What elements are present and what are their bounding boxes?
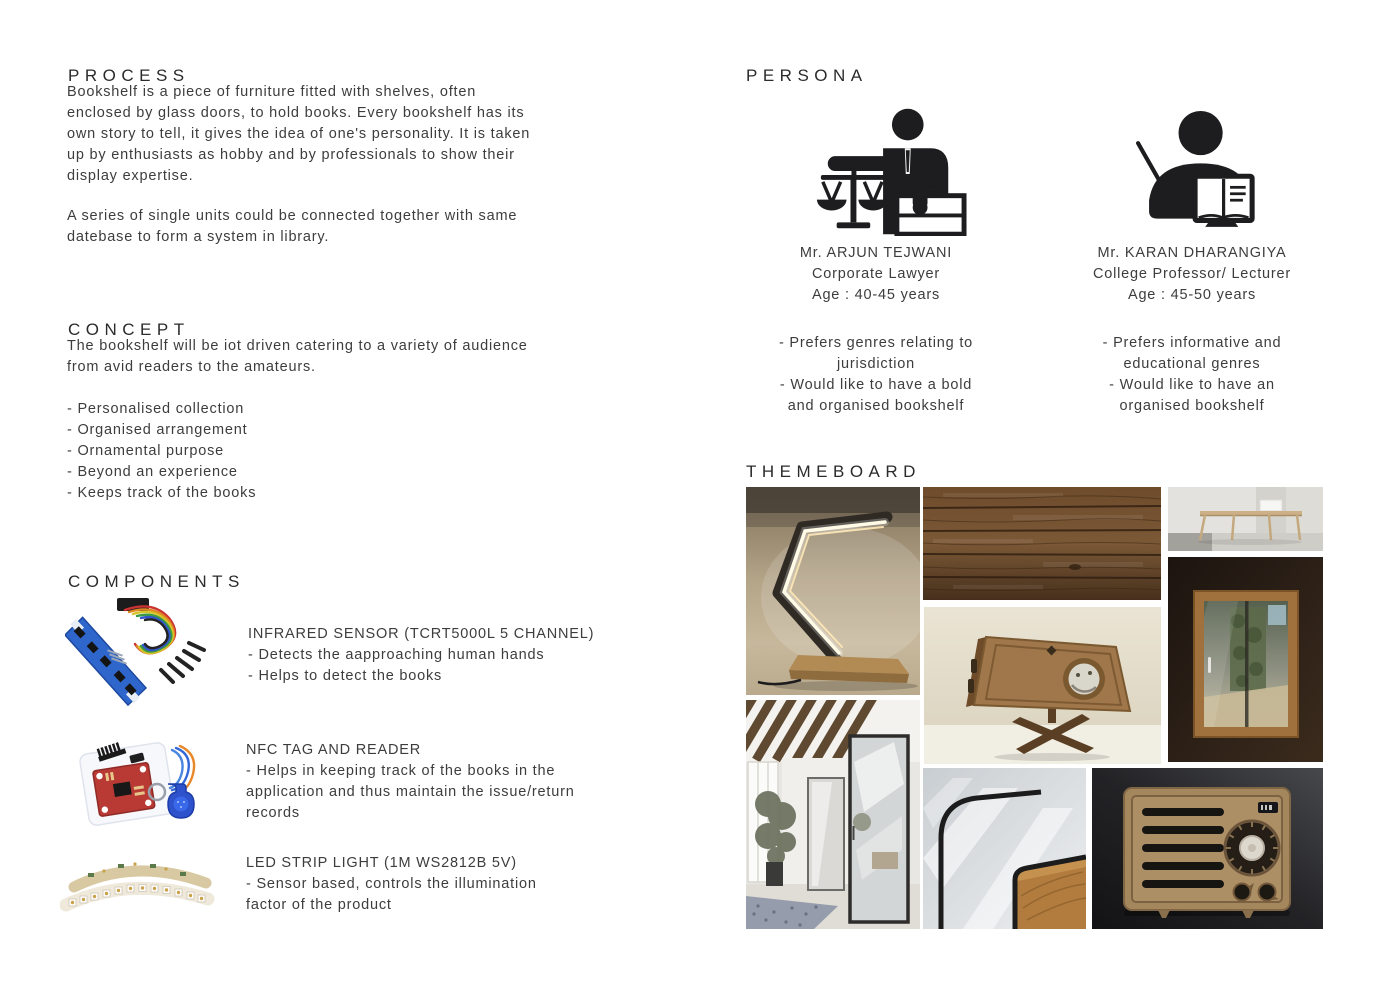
components-heading: COMPONENTS xyxy=(68,572,245,592)
themeboard-image-interior xyxy=(746,700,920,929)
text-line: Bookshelf is a piece of furniture fitted with shelves, often xyxy=(67,84,477,100)
nfc-reader-text xyxy=(246,740,575,824)
infrared-sensor-text xyxy=(248,624,594,687)
text-line: The bookshelf will be iot driven catering to a variety of audience xyxy=(67,338,528,354)
themeboard-image-wood-texture xyxy=(923,487,1161,600)
bullet-item: - Keeps track of the books xyxy=(67,485,257,501)
component-title: LED STRIP LIGHT (1M WS2812B 5V) xyxy=(246,855,517,871)
professor-with-book-icon xyxy=(1127,104,1265,232)
component-line: factor of the product xyxy=(246,897,392,913)
bullet-item: and organised bookshelf xyxy=(787,398,965,414)
concept-heading: CONCEPT xyxy=(68,320,190,340)
text-line: up by enthusiasts as hobby and by professionals to show their xyxy=(67,147,515,163)
themeboard-image-cabinet-door xyxy=(1168,557,1323,762)
text-line: display expertise. xyxy=(67,168,194,184)
lawyer-with-scales-icon xyxy=(810,104,968,236)
bullet-item: - Beyond an experience xyxy=(67,464,238,480)
themeboard-image-bench xyxy=(1168,487,1323,551)
bullet-item: - Would like to have an xyxy=(1109,377,1275,393)
bullet-item: - Prefers informative and xyxy=(1102,335,1282,351)
component-title: NFC TAG AND READER xyxy=(246,742,421,758)
persona-professor-bullets xyxy=(1056,333,1328,417)
bullet-item: jurisdiction xyxy=(836,356,916,372)
process-heading: PROCESS xyxy=(68,66,190,86)
component-line: - Detects the aapproaching human hands xyxy=(248,647,545,663)
component-title: INFRARED SENSOR (TCRT5000L 5 CHANNEL) xyxy=(248,626,595,642)
text-line: from avid readers to the amateurs. xyxy=(67,359,316,375)
persona-professor-info xyxy=(1056,243,1328,306)
themeboard-image-lamp xyxy=(746,487,920,695)
component-line: records xyxy=(246,805,300,821)
bullet-item: - Organised arrangement xyxy=(67,422,248,438)
themeboard-image-speaker-cabinet xyxy=(924,607,1161,764)
bullet-item: - Ornamental purpose xyxy=(67,443,225,459)
bullet-item: educational genres xyxy=(1123,356,1261,372)
themeboard-collage xyxy=(746,487,1323,929)
persona-age: Age : 45-50 years xyxy=(1127,287,1257,303)
themeboard-heading: THEMEBOARD xyxy=(746,462,921,482)
infrared-sensor-photo xyxy=(65,596,215,708)
component-line: - Helps in keeping track of the books in the xyxy=(246,763,556,779)
component-line: - Helps to detect the books xyxy=(248,668,443,684)
nfc-reader-photo xyxy=(72,732,204,832)
persona-heading: PERSONA xyxy=(746,66,868,86)
themeboard-image-glass-closeup xyxy=(923,768,1086,929)
text-line: A series of single units could be connected together with same xyxy=(67,208,518,224)
led-strip-photo xyxy=(60,853,215,928)
persona-role: Corporate Lawyer xyxy=(811,266,941,282)
persona-name: Mr. ARJUN TEJWANI xyxy=(799,245,953,261)
persona-name: Mr. KARAN DHARANGIYA xyxy=(1097,245,1287,261)
bullet-item: - Prefers genres relating to xyxy=(778,335,974,351)
concept-bullet-list xyxy=(67,399,256,504)
themeboard-image-radio xyxy=(1092,768,1323,929)
persona-lawyer-info xyxy=(740,243,1012,306)
component-line: application and thus maintain the issue/return xyxy=(246,784,575,800)
text-line: datebase to form a system in library. xyxy=(67,229,330,245)
persona-lawyer-bullets xyxy=(740,333,1012,417)
led-strip-text xyxy=(246,853,537,916)
bullet-item: organised bookshelf xyxy=(1119,398,1265,414)
text-line: own story to tell, it gives the idea of one's personality. It is taken xyxy=(67,126,531,142)
persona-role: College Professor/ Lecturer xyxy=(1092,266,1292,282)
text-line: enclosed by glass doors, to hold books. Every bookshelf has its xyxy=(67,105,525,121)
bullet-item: - Would like to have a bold xyxy=(779,377,973,393)
component-line: - Sensor based, controls the illumination xyxy=(246,876,537,892)
concept-paragraph xyxy=(67,336,528,378)
process-paragraph-2 xyxy=(67,206,517,248)
persona-age: Age : 40-45 years xyxy=(811,287,941,303)
process-paragraph-1 xyxy=(67,82,530,187)
bullet-item: - Personalised collection xyxy=(67,401,245,417)
